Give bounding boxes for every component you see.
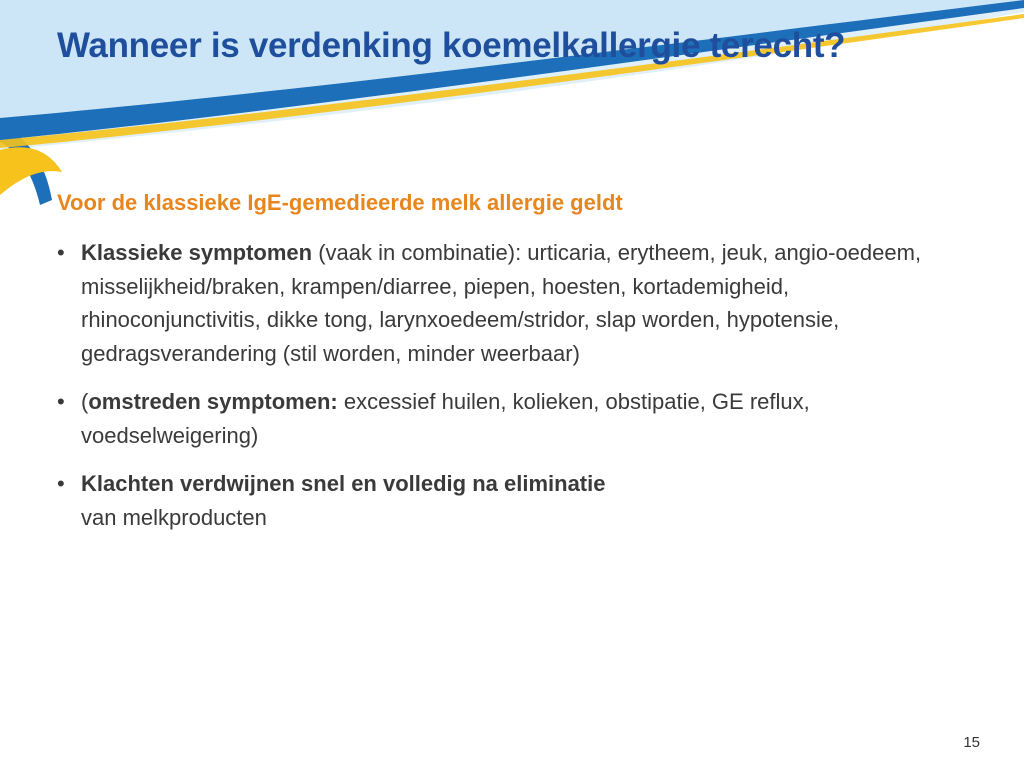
swoosh-yellow-curve	[0, 147, 62, 195]
bullet-mark: •	[57, 471, 65, 496]
bullet-text: van melkproducten	[81, 504, 267, 530]
bullet-item	[57, 467, 957, 534]
slide-title: Wanneer is verdenking koemelkallergie terecht?	[57, 26, 846, 65]
bullet-item	[57, 236, 957, 370]
bullet-mark: •	[57, 240, 65, 265]
bullet-item	[57, 385, 957, 452]
bullet-mark: •	[57, 389, 65, 414]
bullet-bold-text: omstreden symptomen:	[88, 389, 338, 414]
page-number: 15	[963, 734, 980, 751]
slide-subtitle: Voor de klassieke IgE-gemedieerde melk allergie geldt	[57, 190, 623, 215]
bullet-bold-text: Klassieke symptomen	[81, 240, 313, 265]
bullet-prefix: (	[81, 389, 89, 414]
bullet-bold-text: Klachten verdwijnen snel en volledig na eliminatie	[81, 471, 606, 496]
bullet-text: (vaak in combinatie): urticaria, erytheem, jeuk, angio-oedeem, misselijkheid/braken, krampen/diarree, piepen, hoesten, kortademigheid, rhinoconjunctivitis, dikke tong, larynxoedeem/stridor, slap worden, hypotensie, gedragsverandering (stil worden, minder weerbaar)	[81, 240, 922, 366]
bullet-list	[57, 236, 957, 549]
bullet-text: excessief huilen, kolieken, obstipatie, GE reflux, voedselweigering)	[81, 389, 810, 448]
